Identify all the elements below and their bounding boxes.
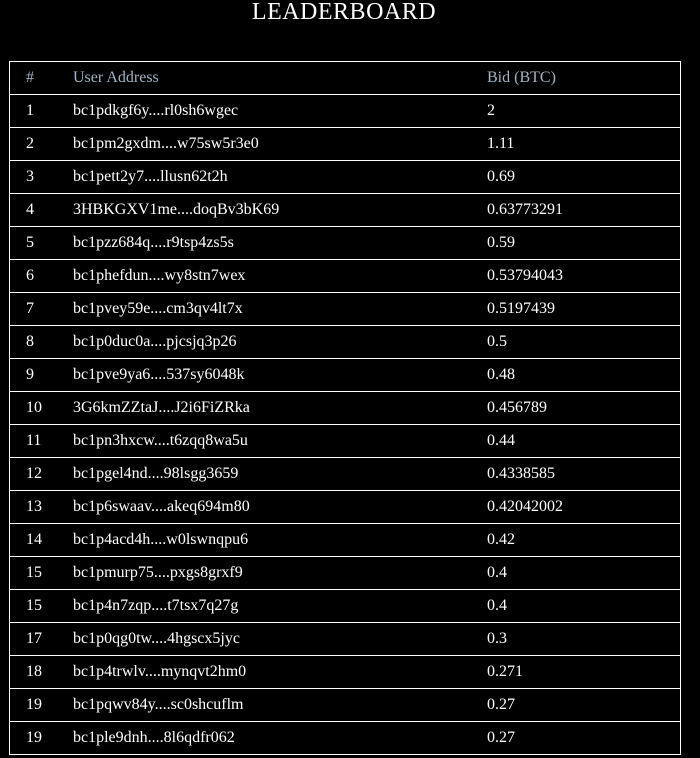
address-cell: bc1p0qg0tw....4hgscx5jyc	[73, 630, 240, 647]
bid-cell: 2	[487, 102, 495, 119]
bid-cell: 0.63773291	[487, 201, 563, 218]
header-user-address: User Address	[73, 69, 159, 86]
rank-cell: 15	[26, 564, 42, 581]
leaderboard-table	[9, 61, 681, 755]
table-row	[10, 458, 680, 491]
table-row	[10, 623, 680, 656]
table-row	[10, 95, 680, 128]
rank-cell: 7	[26, 300, 34, 317]
table-row	[10, 293, 680, 326]
address-cell: bc1pgel4nd....98lsgg3659	[73, 465, 239, 482]
table-body	[10, 95, 680, 755]
rank-cell: 14	[26, 531, 42, 548]
address-cell: bc1pn3hxcw....t6zqq8wa5u	[73, 432, 248, 449]
rank-cell: 15	[26, 597, 42, 614]
table-row	[10, 722, 680, 755]
bid-cell: 0.3	[487, 630, 507, 647]
address-cell: bc1pdkgf6y....rl0sh6wgec	[73, 102, 239, 119]
address-cell: bc1pvey59e....cm3qv4lt7x	[73, 300, 243, 317]
rank-cell: 2	[26, 135, 34, 152]
address-cell: bc1p4n7zqp....t7tsx7q27g	[73, 597, 239, 614]
table-row	[10, 689, 680, 722]
address-cell: 3G6kmZZtaJ....J2i6FiZRka	[73, 399, 250, 416]
table-row	[10, 392, 680, 425]
bid-cell: 0.42042002	[487, 498, 563, 515]
address-cell: 3HBKGXV1me....doqBv3bK69	[73, 201, 280, 218]
bid-cell: 0.5	[487, 333, 507, 350]
rank-cell: 18	[26, 663, 42, 680]
address-cell: bc1pqwv84y....sc0shcuflm	[73, 696, 244, 713]
address-cell: bc1pmurp75....pxgs8grxf9	[73, 564, 243, 581]
address-cell: bc1p0duc0a....pjcsjq3p26	[73, 333, 237, 350]
table-row	[10, 260, 680, 293]
bid-cell: 0.48	[487, 366, 515, 383]
address-cell: bc1pve9ya6....537sy6048k	[73, 366, 245, 383]
rank-cell: 1	[26, 102, 34, 119]
address-cell: bc1pm2gxdm....w75sw5r3e0	[73, 135, 259, 152]
table-row	[10, 359, 680, 392]
bid-cell: 0.271	[487, 663, 523, 680]
rank-cell: 3	[26, 168, 34, 185]
address-cell: bc1ple9dnh....8l6qdfr062	[73, 729, 235, 746]
rank-cell: 10	[26, 399, 42, 416]
rank-cell: 4	[26, 201, 34, 218]
bid-cell: 0.53794043	[487, 267, 563, 284]
bid-cell: 0.44	[487, 432, 515, 449]
header-rank: #	[26, 69, 34, 86]
page-title: LEADERBOARD	[251, 0, 437, 25]
table-row	[10, 194, 680, 227]
rank-cell: 17	[26, 630, 42, 647]
table-row	[10, 326, 680, 359]
rank-cell: 12	[26, 465, 42, 482]
bid-cell: 0.4338585	[487, 465, 555, 482]
bid-cell: 0.4	[487, 564, 507, 581]
rank-cell: 6	[26, 267, 34, 284]
address-cell: bc1pett2y7....llusn62t2h	[73, 168, 228, 185]
bid-cell: 1.11	[487, 135, 515, 152]
bid-cell: 0.59	[487, 234, 515, 251]
table-row	[10, 656, 680, 689]
address-cell: bc1pzz684q....r9tsp4zs5s	[73, 234, 234, 251]
table-row	[10, 128, 680, 161]
bid-cell: 0.456789	[487, 399, 547, 416]
address-cell: bc1phefdun....wy8stn7wex	[73, 267, 246, 284]
header-bid: Bid (BTC)	[487, 69, 556, 86]
bid-cell: 0.4	[487, 597, 507, 614]
table-header-row	[10, 62, 680, 95]
table-row	[10, 491, 680, 524]
table-row	[10, 227, 680, 260]
rank-cell: 9	[26, 366, 34, 383]
table-row	[10, 425, 680, 458]
address-cell: bc1p4acd4h....w0lswnqpu6	[73, 531, 249, 548]
table-row	[10, 590, 680, 623]
bid-cell: 0.27	[487, 696, 515, 713]
table-row	[10, 524, 680, 557]
address-cell: bc1p6swaav....akeq694m80	[73, 498, 250, 515]
rank-cell: 19	[26, 729, 42, 746]
rank-cell: 19	[26, 696, 42, 713]
rank-cell: 5	[26, 234, 34, 251]
table-row	[10, 557, 680, 590]
bid-cell: 0.69	[487, 168, 515, 185]
bid-cell: 0.42	[487, 531, 515, 548]
bid-cell: 0.27	[487, 729, 515, 746]
table-row	[10, 161, 680, 194]
rank-cell: 13	[26, 498, 42, 515]
rank-cell: 11	[26, 432, 42, 449]
rank-cell: 8	[26, 333, 34, 350]
bid-cell: 0.5197439	[487, 300, 555, 317]
address-cell: bc1p4trwlv....mynqvt2hm0	[73, 663, 247, 680]
